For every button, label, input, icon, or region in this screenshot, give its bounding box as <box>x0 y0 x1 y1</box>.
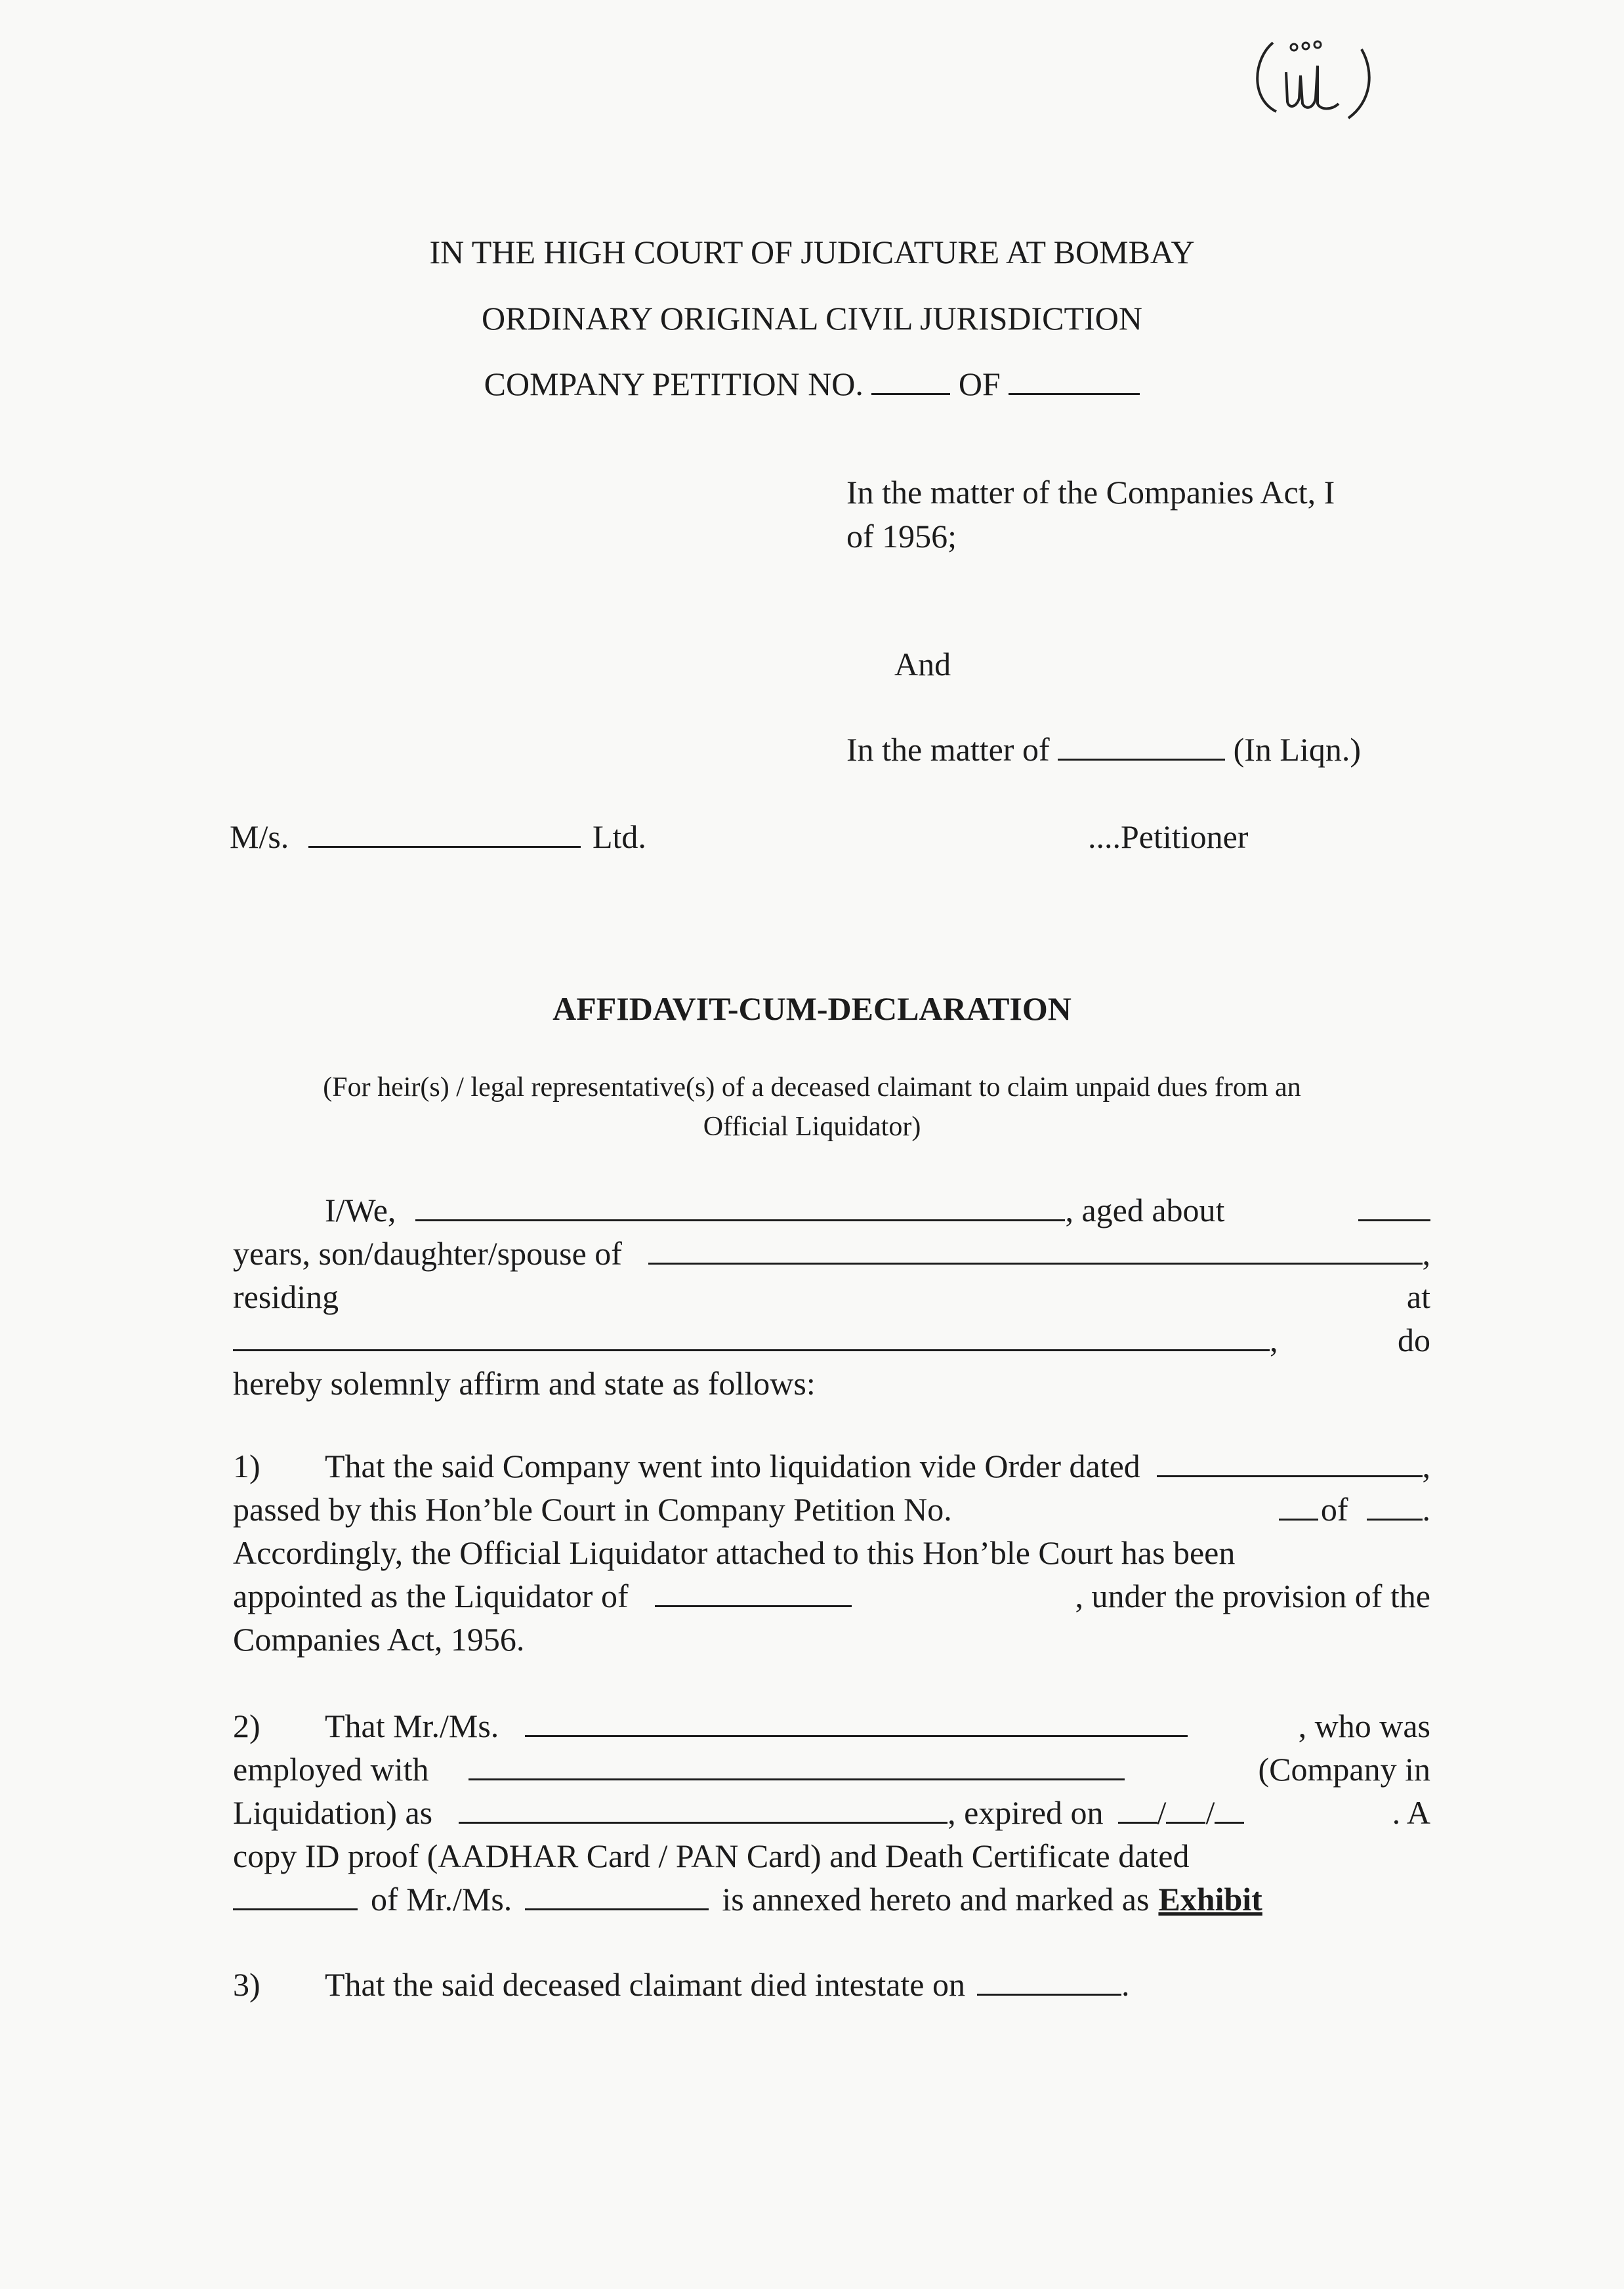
company-name-blank <box>1058 731 1225 761</box>
at-label: at <box>1406 1278 1430 1315</box>
intro-line-4 <box>233 1319 1430 1362</box>
petition-label: COMPANY PETITION NO. <box>484 366 864 402</box>
petition-number-line <box>0 363 1624 406</box>
claimant-name-blank <box>525 1881 709 1910</box>
jurisdiction: ORDINARY ORIGINAL CIVIL JURISDICTION <box>482 300 1142 337</box>
employer-blank <box>468 1751 1125 1780</box>
certificate-date-blank <box>233 1881 358 1910</box>
handwritten-page-number <box>1240 26 1391 131</box>
intro-line-5: hereby solemnly affirm and state as follows: <box>233 1365 816 1402</box>
para2-expired-on: , expired on <box>947 1794 1104 1831</box>
intro-line-1 <box>233 1189 1430 1232</box>
intro-line-2 <box>233 1232 1430 1275</box>
death-day-blank <box>1118 1794 1157 1824</box>
para3-number: 3) <box>233 1966 260 2003</box>
para1-text-2: passed by this Hon’ble Court in Company Petition No. <box>233 1491 952 1528</box>
para2-text-3: Liquidation) as <box>233 1794 433 1831</box>
para2-number: 2) <box>233 1708 260 1744</box>
party-line-row <box>308 816 581 858</box>
exhibit-label: Exhibit <box>1158 1881 1262 1918</box>
para2-text-5b: is annexed hereto and marked as <box>722 1881 1150 1918</box>
para1-text-4: appointed as the Liquidator of <box>233 1578 629 1614</box>
date-slash-2: / <box>1205 1794 1215 1831</box>
petition-no-blank <box>1279 1491 1318 1521</box>
para2-text-2: employed with <box>233 1751 429 1788</box>
death-year-blank <box>1215 1794 1244 1824</box>
do-label: do <box>1398 1322 1430 1358</box>
liquidator-of-blank <box>655 1578 852 1607</box>
para1-number: 1) <box>233 1448 260 1484</box>
deceased-name-blank <box>525 1708 1188 1737</box>
ltd-label: Ltd. <box>593 818 646 855</box>
aged-about-label: , aged about <box>1065 1192 1225 1228</box>
subtitle-line-2: Official Liquidator) <box>703 1112 921 1142</box>
intro-line-3 <box>233 1276 1430 1318</box>
intro-comma: , <box>1422 1235 1430 1272</box>
para1-line-1 <box>233 1445 1430 1488</box>
matter-line-1: In the matter of the Companies Act, I <box>846 474 1335 511</box>
para2-text-1b: , who was <box>1298 1708 1430 1744</box>
para2-line-4: copy ID proof (AADHAR Card / PAN Card) and Death Certificate dated <box>233 1838 1190 1874</box>
deponent-name-blank <box>415 1192 1065 1221</box>
para1-line-5: Companies Act, 1956. <box>233 1621 525 1658</box>
petition-number-blank <box>871 366 950 395</box>
para2-text-5a: of Mr./Ms. <box>371 1881 512 1918</box>
para1-line-4 <box>233 1575 1430 1618</box>
age-blank <box>1358 1192 1430 1221</box>
para2-text-3e: . A <box>1392 1794 1430 1831</box>
court-name: IN THE HIGH COURT OF JUDICATURE AT BOMBAY <box>429 234 1195 270</box>
in-matter-of: In the matter of <box>846 731 1050 768</box>
parent-name-blank <box>648 1235 1423 1265</box>
petitioner-label: ....Petitioner <box>1088 818 1249 855</box>
petition-year-blank <box>1009 366 1140 395</box>
years-label: years, son/daughter/spouse of <box>233 1235 622 1272</box>
designation-blank <box>459 1794 947 1824</box>
subtitle-line-1: (For heir(s) / legal representative(s) of a deceased claimant to claim unpaid dues from an <box>323 1072 1301 1102</box>
para1-of: of <box>1320 1491 1348 1528</box>
ms-label: M/s. <box>230 818 289 855</box>
death-month-blank <box>1166 1794 1205 1824</box>
matter-and: And <box>894 646 951 682</box>
petition-of: OF <box>958 366 1001 402</box>
residing-label: residing <box>233 1278 339 1315</box>
death-date-blank <box>977 1966 1121 1996</box>
para1-comma: , <box>1422 1448 1430 1484</box>
in-liqn: (In Liqn.) <box>1233 731 1361 768</box>
para1-line-3: Accordingly, the Official Liquidator attached to this Hon’ble Court has been <box>233 1534 1236 1571</box>
para1-text-4b: , under the provision of the <box>1075 1578 1430 1614</box>
para3-line-1: 3) That the said deceased claimant died intestate on . <box>233 1964 1430 2006</box>
para2-line-2 <box>233 1748 1430 1791</box>
address-blank <box>233 1322 1270 1351</box>
para2-line-5 <box>233 1878 1430 1921</box>
para2-text-1: That Mr./Ms. <box>325 1708 499 1744</box>
matter-company-line <box>846 728 1361 771</box>
iwe-label: I/We, <box>325 1192 396 1228</box>
document-title: AFFIDAVIT-CUM-DECLARATION <box>552 990 1072 1027</box>
para1-line-2: passed by this Hon’ble Court in Company Petition No. of . <box>233 1488 1430 1531</box>
para2-line-1 <box>233 1705 1430 1748</box>
para1-text-1: That the said Company went into liquidation vide Order dated <box>325 1448 1140 1484</box>
liquidation-order-date-blank <box>1157 1448 1423 1477</box>
para2-line-3 <box>233 1792 1430 1834</box>
petitioner-name-blank <box>308 818 581 848</box>
para3-text: That the said deceased claimant died intestate on <box>325 1966 966 2003</box>
petition-year-blank-2 <box>1367 1491 1423 1521</box>
matter-line-2: of 1956; <box>846 518 957 555</box>
address-comma: , <box>1270 1322 1278 1358</box>
date-slash-1: / <box>1157 1794 1167 1831</box>
para2-text-2b: (Company in <box>1258 1751 1430 1788</box>
